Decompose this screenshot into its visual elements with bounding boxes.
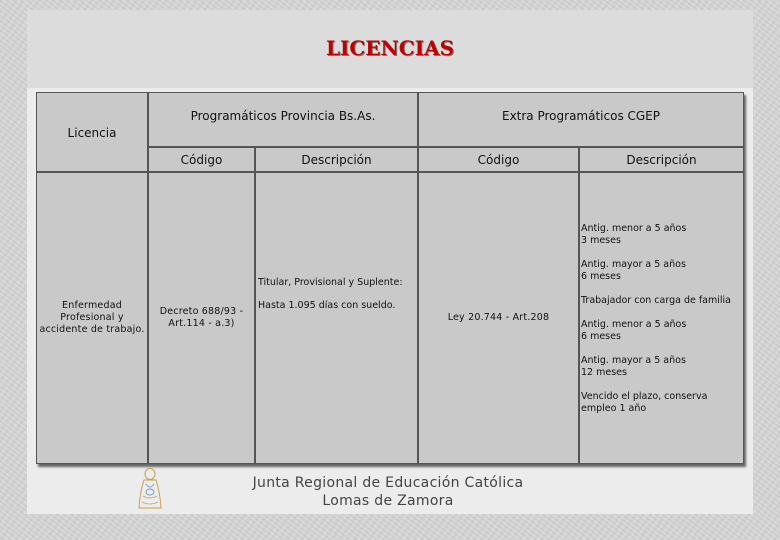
cgep-line: Antig. mayor a 5 años [581,355,686,366]
page-title: LICENCIAS [325,36,455,60]
cell-descripcion-prov [255,172,418,464]
desc-prov-title: Titular, Provisional y Suplente: [258,277,403,288]
header-codigo-prov-label: Código [180,152,223,167]
cgep-line: 6 meses [581,331,621,342]
cell-descripcion-cgep [579,172,744,464]
header-licencia [36,92,148,172]
header-descripcion-prov-label: Descripción [301,152,372,167]
cell-licencia-text: Enfermedad Profesional y accidente de trabajo. [39,300,145,335]
header-codigo-cgep-label: Código [477,152,520,167]
header-descripcion-prov [255,147,418,172]
footer-line-2: Lomas de Zamora [322,493,454,509]
cgep-line: Antig. menor a 5 años [581,223,687,234]
header-codigo-cgep [418,147,579,172]
cgep-line: Trabajador con carga de familia [581,295,732,306]
cell-codigo-cgep [418,172,579,464]
cell-licencia [36,172,148,464]
cgep-line: 12 meses [581,367,627,378]
cell-codigo-prov-text: Decreto 688/93 - Art.114 - a.3) [159,306,244,329]
virgin-figure-icon [134,466,166,512]
cell-codigo-cgep-text: Ley 20.744 - Art.208 [447,312,550,323]
cgep-line: empleo 1 año [581,403,647,414]
footer [238,474,538,510]
header-programaticos [148,92,418,147]
desc-prov-body: Hasta 1.095 días con sueldo. [258,300,396,311]
cgep-line: Antig. mayor a 5 años [581,259,686,270]
header-programaticos-label: Programáticos Provincia Bs.As. [190,108,376,123]
footer-line-1: Junta Regional de Educación Católica [252,475,524,491]
cgep-line: 3 meses [581,235,621,246]
cell-codigo-prov [148,172,255,464]
header-extra-label: Extra Programáticos CGEP [501,108,660,123]
header-descripcion-cgep [579,147,744,172]
cgep-line: Antig. menor a 5 años [581,319,687,330]
header-licencia-label: Licencia [67,126,117,140]
header-codigo-prov [148,147,255,172]
header-descripcion-cgep-label: Descripción [626,152,697,167]
header-extra [418,92,744,147]
cgep-line: Vencido el plazo, conserva [581,391,708,402]
licencias-table [36,92,744,464]
cgep-line: 6 meses [581,271,621,282]
